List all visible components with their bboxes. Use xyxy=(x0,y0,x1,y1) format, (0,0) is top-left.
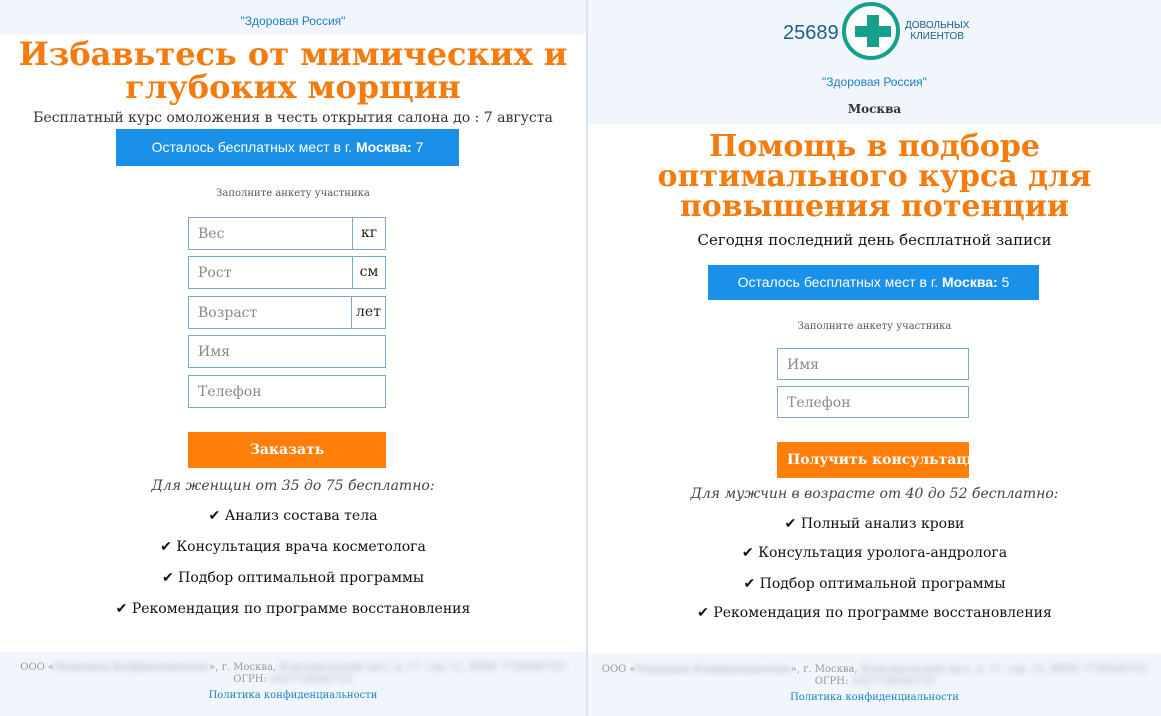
benefit-item: ✔ Полный анализ крови xyxy=(784,516,965,532)
page-headline xyxy=(0,35,586,106)
headline-line: Избавьтесь от мимических и xyxy=(18,35,568,73)
page-footer xyxy=(588,654,1161,716)
weight-unit: кг xyxy=(352,218,385,249)
company-ogrn xyxy=(588,676,1161,687)
seats-count: 5 xyxy=(1001,274,1010,290)
clients-count: 25689 xyxy=(783,22,839,44)
name-placeholder: Имя xyxy=(198,344,230,360)
page-headline xyxy=(588,129,1161,224)
promo-subline: Бесплатный курс омоложения в честь открытия салона до : 7 августа xyxy=(33,110,553,126)
benefit-item: ✔ Анализ состава тела xyxy=(208,508,378,524)
company-prefix: ООО « xyxy=(601,664,636,675)
right-landing-page xyxy=(588,0,1161,716)
seats-remaining-banner xyxy=(116,129,459,166)
age-unit: лет xyxy=(351,297,385,328)
phone-placeholder: Телефон xyxy=(198,384,262,400)
benefit-item: ✔ Подбор оптимальной программы xyxy=(743,576,1006,592)
ogrn-label: ОГРН: xyxy=(814,676,849,687)
headline-line: глубоких морщин xyxy=(125,68,461,106)
company-ogrn xyxy=(0,674,586,685)
company-info xyxy=(588,664,1161,675)
benefit-item: ✔ Консультация уролога-андролога xyxy=(741,545,1008,561)
seats-city: Москва: xyxy=(942,274,998,290)
company-info xyxy=(0,662,586,673)
page-footer xyxy=(0,652,586,716)
top-bar xyxy=(588,0,1161,124)
form-caption: Заполните анкету участника xyxy=(797,321,952,332)
benefit-item: ✔ Подбор оптимальной программы xyxy=(161,570,425,586)
height-placeholder: Рост xyxy=(198,265,232,281)
company-city: », г. Москва, xyxy=(209,662,277,673)
form-caption: Заполните анкету участника xyxy=(216,188,370,199)
offer-text: Для женщин от 35 до 75 бесплатно: xyxy=(151,478,435,494)
age-field[interactable] xyxy=(188,296,386,329)
company-name-blurred: Медицина Конфиденциальна xyxy=(635,664,791,675)
phone-input[interactable] xyxy=(188,375,386,408)
name-input[interactable] xyxy=(188,335,386,368)
company-prefix: ООО « xyxy=(20,662,55,673)
promo-subline: Сегодня последний день бесплатной записи xyxy=(697,231,1052,249)
clients-caption xyxy=(905,20,969,42)
clients-caption-line: ДОВОЛЬНЫХ xyxy=(905,20,970,31)
privacy-policy-link[interactable]: Политика конфиденциальности xyxy=(208,690,378,701)
brand-link[interactable]: "Здоровая Россия" xyxy=(822,75,927,89)
benefit-item: ✔ Консультация врача косметолога xyxy=(160,539,426,555)
weight-field[interactable] xyxy=(188,217,386,250)
height-field[interactable] xyxy=(188,256,386,289)
height-unit: см xyxy=(352,257,385,288)
offer-text: Для мужчин в возрасте от 40 до 52 бесплатно: xyxy=(690,486,1059,502)
seats-count: 7 xyxy=(415,139,424,155)
consultation-button[interactable]: Получить консультацию xyxy=(777,442,969,478)
headline-line: Помощь в подборе xyxy=(708,129,1040,164)
privacy-policy-link[interactable]: Политика конфиденциальности xyxy=(790,692,959,703)
name-placeholder: Имя xyxy=(787,357,819,373)
seats-prefix: Осталось бесплатных мест в г. xyxy=(737,274,939,290)
company-address-blurred: Комсомольский пр-т, д. 17, стр. 11, ИНН: 7728545725 xyxy=(860,664,1148,675)
benefit-item: ✔ Рекомендация по программе восстановления xyxy=(115,601,471,617)
order-button[interactable]: Заказать xyxy=(188,432,386,468)
phone-input[interactable] xyxy=(777,386,969,418)
ogrn-value-blurred: 1027728545725 xyxy=(270,674,353,685)
headline-line: повышения потенции xyxy=(679,189,1070,224)
seats-city: Москва: xyxy=(356,139,412,155)
phone-placeholder: Телефон xyxy=(787,395,851,411)
ogrn-value-blurred: 1027728545725 xyxy=(851,676,935,687)
company-address-blurred: Комсомольский пр-т, д. 17, стр. 11, ИНН: 7728545725 xyxy=(279,662,566,673)
happy-clients-logo xyxy=(783,2,973,64)
headline-line: оптимального курса для xyxy=(657,159,1092,194)
company-city: », г. Москва, xyxy=(790,664,858,675)
clients-caption-line: КЛИЕНТОВ xyxy=(910,31,964,42)
brand-link[interactable]: "Здоровая Россия" xyxy=(240,14,346,28)
seats-prefix: Осталось бесплатных мест в г. xyxy=(151,139,353,155)
weight-placeholder: Вес xyxy=(198,226,225,242)
seats-remaining-banner xyxy=(708,265,1039,300)
name-input[interactable] xyxy=(777,348,969,380)
city-label: Москва xyxy=(847,102,902,116)
benefit-item: ✔ Рекомендация по программе восстановления xyxy=(697,605,1052,621)
ogrn-label: ОГРН: xyxy=(233,674,267,685)
age-placeholder: Возраст xyxy=(198,305,258,321)
company-name-blurred: Медицина Конфиденциальна xyxy=(54,662,210,673)
top-bar xyxy=(0,0,586,34)
medical-cross-icon xyxy=(842,2,900,60)
